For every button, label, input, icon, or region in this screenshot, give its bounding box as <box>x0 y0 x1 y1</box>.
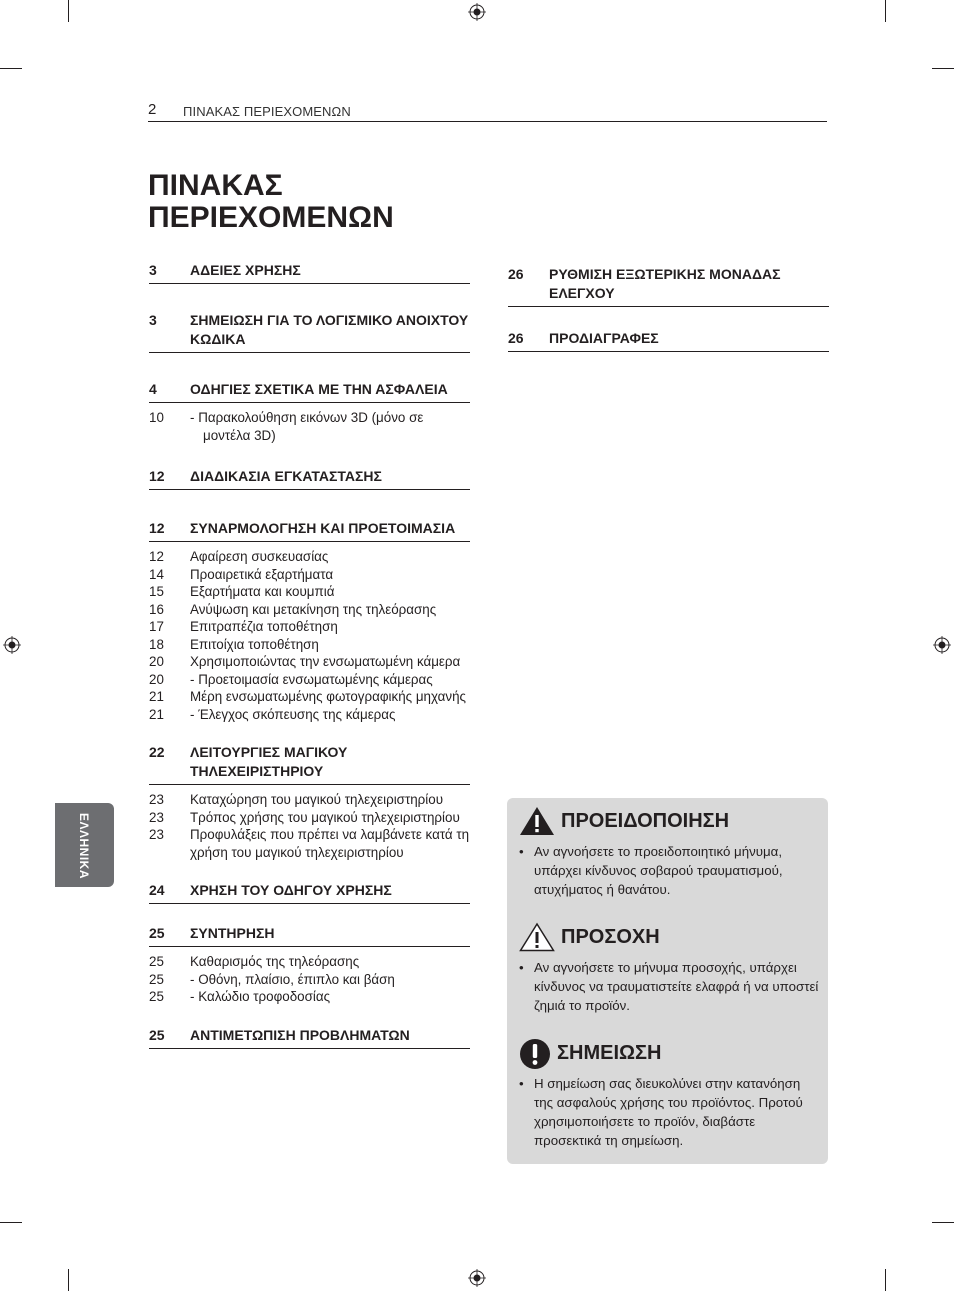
toc-subsection-page: 14 <box>149 566 164 582</box>
toc-section[interactable] <box>149 924 470 947</box>
notice-box <box>507 798 828 1164</box>
toc-section-title: ΣΗΜΕΙΩΣΗ ΓΙΑ ΤΟ ΛΟΓΙΣΜΙΚΟ ΑΝΟΙΧΤΟΥ ΚΩΔΙΚΑ <box>190 312 469 347</box>
toc-section-page: 26 <box>508 266 524 282</box>
registration-mark-icon <box>933 636 951 654</box>
warning-notice <box>519 808 819 899</box>
note-text: • Η σημείωση σας διευκολύνει στην κατανόηση της ασφαλούς χρήσης του προϊόντος. Προτού χρησιμοποιήσετε το προϊόν, διαβάστε προσεκτικά τη σημείωση. <box>519 1074 819 1150</box>
toc-subsection-page: 15 <box>149 584 164 599</box>
crop-mark <box>0 68 22 69</box>
toc-section[interactable] <box>149 311 470 353</box>
warning-triangle-icon <box>519 806 555 836</box>
toc-subsection-page: 23 <box>149 827 164 842</box>
caution-heading <box>519 924 819 950</box>
crop-mark <box>885 1269 886 1291</box>
toc-section-title: ΑΔΕΙΕΣ ΧΡΗΣΗΣ <box>190 262 301 278</box>
page-title <box>148 170 394 234</box>
page-title-line: ΠΕΡΙΕΧΟΜΕΝΩΝ <box>148 201 394 234</box>
toc-section[interactable] <box>149 743 470 785</box>
toc-section[interactable] <box>508 329 829 352</box>
crop-mark <box>0 1222 22 1223</box>
toc-subsection-page: 20 <box>149 671 164 687</box>
toc-section-page: 3 <box>149 312 157 328</box>
toc-section-page: 4 <box>149 381 157 397</box>
toc-subsection-page: 18 <box>149 636 164 652</box>
caution-triangle-icon <box>519 922 555 952</box>
toc-subsection[interactable] <box>149 988 470 1006</box>
toc-subsection[interactable] <box>149 636 470 654</box>
toc-subsection-title: - Παρακολούθηση εικόνων 3D (μόνο σε μοντέλα 3D) <box>190 409 470 444</box>
toc-section[interactable] <box>149 467 470 490</box>
toc-subsection[interactable] <box>149 583 470 601</box>
toc-subsection-title: Τρόπος χρήσης του μαγικού τηλεχειριστηρίου <box>190 809 460 825</box>
registration-mark-icon <box>3 636 21 654</box>
toc-subsection-page: 10 <box>149 410 164 425</box>
toc-section-title: ΧΡΗΣΗ ΤΟΥ ΟΔΗΓΟΥ ΧΡΗΣΗΣ <box>190 882 392 898</box>
toc-section[interactable] <box>149 881 470 904</box>
toc-section[interactable] <box>149 261 470 284</box>
warning-heading-text: ΠΡΟΕΙΔΟΠΟΙΗΣΗ <box>561 810 730 832</box>
toc-section[interactable] <box>149 1026 470 1049</box>
toc-subsection-title: Αφαίρεση συσκευασίας <box>190 549 329 564</box>
warning-text: • Αν αγνοήσετε το προειδοποιητικό μήνυμα, υπάρχει κίνδυνος σοβαρού τραυματισμού, ατυχήματος ή θανάτου. <box>519 842 819 899</box>
crop-mark <box>68 0 69 22</box>
toc-subsection-title: - Έλεγχος σκόπευσης της κάμερας <box>190 706 470 724</box>
toc-section-title: ΟΔΗΓΙΕΣ ΣΧΕΤΙΚΑ ΜΕ ΤΗΝ ΑΣΦΑΛΕΙΑ <box>190 381 448 397</box>
toc-subsection[interactable] <box>149 671 470 689</box>
toc-subsection[interactable] <box>149 601 470 619</box>
toc-subsection-list <box>149 403 470 444</box>
toc-subsection-page: 25 <box>149 989 164 1004</box>
warning-heading <box>519 808 819 834</box>
crop-mark <box>932 68 954 69</box>
toc-section-title: ΑΝΤΙΜΕΤΩΠΙΣΗ ΠΡΟΒΛΗΜΑΤΩΝ <box>190 1026 410 1043</box>
toc-subsection[interactable] <box>149 706 470 724</box>
page-title-line: ΠΙΝΑΚΑΣ <box>148 169 283 202</box>
language-tab-label: ΕΛΛΗΝΙΚΑ <box>77 813 91 880</box>
toc-subsection[interactable] <box>149 548 470 566</box>
toc-section-title: ΣΥΝΑΡΜΟΛΟΓΗΣΗ ΚΑΙ ΠΡΟΕΤΟΙΜΑΣΙΑ <box>190 520 456 536</box>
toc-section-title: ΣΥΝΤΗΡΗΣΗ <box>190 925 275 941</box>
toc-section-title: ΛΕΙΤΟΥΡΓΙΕΣ ΜΑΓΙΚΟΥ ΤΗΛΕΧΕΙΡΙΣΤΗΡΙΟΥ <box>190 744 348 779</box>
toc-subsection-title: Επιτραπέζια τοποθέτηση <box>190 619 338 634</box>
toc-subsection-page: 16 <box>149 601 164 617</box>
toc-subsection-title: - Προετοιμασία ενσωματωμένης κάμερας <box>190 671 470 689</box>
toc-subsection-title: Επιτοίχια τοποθέτηση <box>190 636 319 652</box>
toc-subsection[interactable] <box>149 826 470 861</box>
toc-subsection[interactable] <box>149 653 470 671</box>
toc-section-page: 22 <box>149 744 165 760</box>
note-heading <box>519 1040 819 1066</box>
toc-section[interactable] <box>508 265 829 307</box>
toc-subsection-page: 21 <box>149 689 164 704</box>
toc-subsection-title: - Οθόνη, πλαίσιο, έπιπλο και βάση <box>190 971 470 989</box>
caution-notice <box>519 924 819 1015</box>
toc-subsection-title: - Καλώδιο τροφοδοσίας <box>190 988 470 1006</box>
note-notice <box>519 1040 819 1150</box>
toc-subsection-page: 25 <box>149 954 164 969</box>
toc-subsection-title: Μέρη ενσωματωμένης φωτογραφικής μηχανής <box>190 689 466 704</box>
toc-section[interactable] <box>149 380 470 403</box>
toc-subsection[interactable] <box>149 618 470 636</box>
caution-heading-text: ΠΡΟΣΟΧΗ <box>561 926 660 948</box>
toc-subsection-title: Καταχώρηση του μαγικού τηλεχειριστηρίου <box>190 792 444 807</box>
toc-subsection-list <box>149 785 470 861</box>
toc-subsection-list <box>149 947 470 1006</box>
toc-subsection-list <box>149 542 470 723</box>
crop-mark <box>932 1222 954 1223</box>
toc-subsection-page: 20 <box>149 654 164 669</box>
toc-subsection[interactable] <box>149 566 470 584</box>
note-heading-text: ΣΗΜΕΙΩΣΗ <box>557 1042 662 1064</box>
toc-section-title: ΔΙΑΔΙΚΑΣΙΑ ΕΓΚΑΤΑΣΤΑΣΗΣ <box>190 468 382 484</box>
running-header: ΠΙΝΑΚΑΣ ΠΕΡΙΕΧΟΜΕΝΩΝ <box>183 104 351 119</box>
crop-mark <box>885 0 886 22</box>
toc-subsection-page: 25 <box>149 971 164 987</box>
toc-section-title: ΠΡΟΔΙΑΓΡΑΦΕΣ <box>549 330 659 346</box>
toc-subsection-page: 12 <box>149 549 164 564</box>
toc-subsection-page: 23 <box>149 809 164 825</box>
toc-subsection[interactable] <box>149 971 470 989</box>
caution-text: • Αν αγνοήσετε το μήνυμα προσοχής, υπάρχει κίνδυνος να τραυματιστείτε ελαφρά ή να υποστεί ζημιά το προϊόν. <box>519 958 819 1015</box>
toc-subsection[interactable] <box>149 953 470 971</box>
crop-mark <box>68 1269 69 1291</box>
language-tab <box>55 803 114 887</box>
toc-section-page: 25 <box>149 1026 165 1043</box>
toc-section[interactable] <box>149 519 470 542</box>
toc-subsection-title: Χρησιμοποιώντας την ενσωματωμένη κάμερα <box>190 654 461 669</box>
toc-subsection-page: 21 <box>149 706 164 722</box>
toc-section-page: 3 <box>149 262 157 278</box>
toc-section-page: 26 <box>508 330 524 346</box>
toc-section-page: 12 <box>149 520 165 536</box>
toc-subsection-title: Προαιρετικά εξαρτήματα <box>190 566 334 582</box>
toc-subsection-title: Προφυλάξεις που πρέπει να λαμβάνετε κατά τη χρήση του μαγικού τηλεχειριστηρίου <box>190 827 470 860</box>
toc-subsection[interactable] <box>149 791 470 809</box>
registration-mark-icon <box>468 3 486 21</box>
toc-section-page: 12 <box>149 468 165 484</box>
toc-subsection-page: 23 <box>149 792 164 807</box>
toc-section-title: ΡΥΘΜΙΣΗ ΕΞΩΤΕΡΙΚΗΣ ΜΟΝΑΔΑΣ ΕΛΕΓΧΟΥ <box>549 266 781 301</box>
toc-subsection-title: Καθαρισμός της τηλεόρασης <box>190 954 360 969</box>
toc-left-column <box>149 261 470 1049</box>
registration-mark-icon <box>468 1269 486 1287</box>
toc-subsection-title: Εξαρτήματα και κουμπιά <box>190 584 335 599</box>
toc-subsection[interactable] <box>149 809 470 827</box>
toc-section-page: 24 <box>149 882 165 898</box>
header-rule <box>148 121 827 122</box>
toc-subsection[interactable] <box>149 409 470 444</box>
toc-subsection-title: Ανύψωση και μετακίνηση της τηλεόρασης <box>190 601 437 617</box>
toc-right-column <box>508 265 829 352</box>
page-number: 2 <box>148 101 157 118</box>
toc-subsection-page: 17 <box>149 619 164 634</box>
toc-section-page: 25 <box>149 925 165 941</box>
toc-subsection[interactable] <box>149 688 470 706</box>
exclamation-circle-icon <box>519 1038 551 1070</box>
